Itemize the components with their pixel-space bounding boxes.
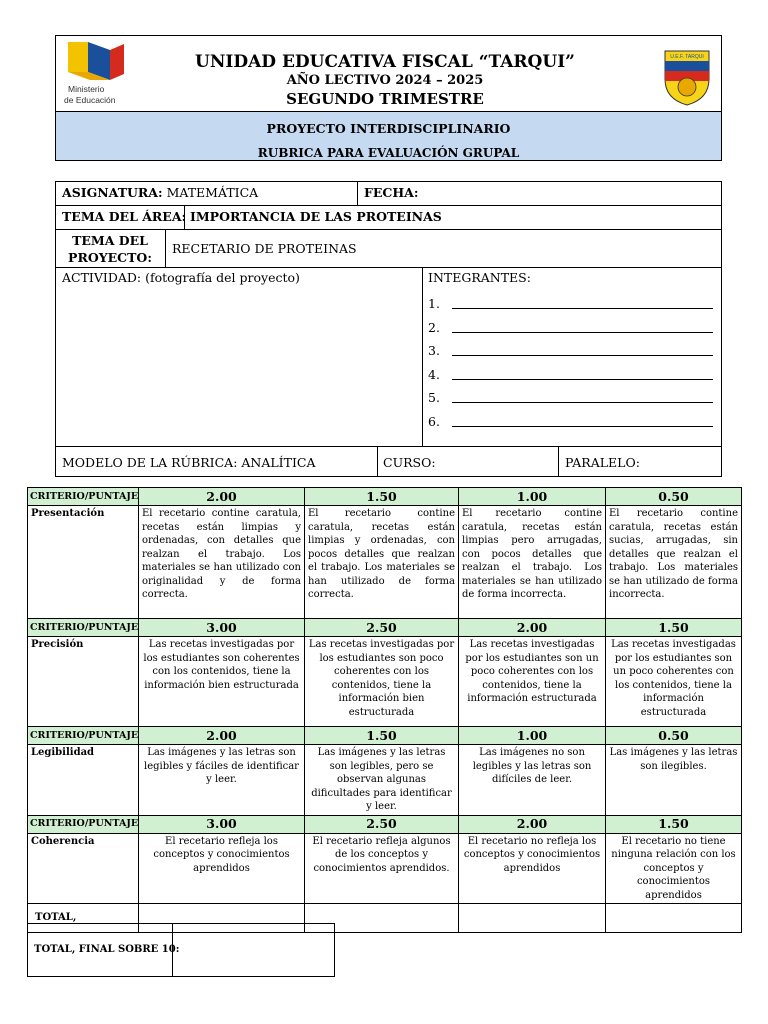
criteria-header-row [28, 488, 742, 506]
description-cell: Las recetas investigadas por los estudiantes son coherentes con los contenidos, tiene la información bien estructurada [139, 637, 305, 727]
integrante-row[interactable]: 2. [428, 317, 713, 341]
description-cell: Las recetas investigadas por los estudiantes son un poco coherentes con los contenidos, tiene la información estructurada [459, 637, 606, 727]
criterio-puntaje-label: CRITERIO/PUNTAJE [28, 619, 139, 637]
score-cell: 1.00 [459, 727, 606, 745]
ministry-line1: Ministerio [68, 84, 105, 94]
paralelo-label: PARALELO: [565, 455, 640, 470]
score-cell: 1.50 [606, 815, 742, 833]
score-cell: 3.00 [139, 815, 305, 833]
criterion-row [28, 745, 742, 816]
score-cell: 2.50 [305, 619, 459, 637]
criterion-row [28, 833, 742, 904]
score-cell: 1.50 [606, 619, 742, 637]
description-cell: El recetario no tiene ninguna relación con los conceptos y conocimientos aprendidos [606, 833, 742, 904]
criterio-puntaje-label: CRITERIO/PUNTAJE [28, 727, 139, 745]
score-cell: 3.00 [139, 619, 305, 637]
description-cell: Las recetas investigadas por los estudiantes son poco coherentes con los contenidos, tiene la información bien estructurada [305, 637, 459, 727]
description-cell: Las imágenes y las letras son legibles y fáciles de identificar y leer. [139, 745, 305, 816]
score-cell: 1.50 [305, 488, 459, 506]
description-cell: El recetario contine caratula, recetas están limpias y ordenadas, con detalles que realzan el trabajo. Los materiales se han utilizado con originalidad y de forma correcta. [139, 506, 305, 619]
criteria-header-row [28, 619, 742, 637]
school-year: AÑO LECTIVO 2024 – 2025 [286, 73, 484, 88]
asignatura-field [62, 185, 258, 200]
tema-area-label: TEMA DEL ÁREA: [62, 209, 187, 224]
tema-proyecto-value: RECETARIO DE PROTEINAS [172, 241, 357, 256]
description-cell: Las imágenes no son legibles y las letras son difíciles de leer. [459, 745, 606, 816]
crest-text: U.E.F. TARQUI [670, 54, 704, 60]
integrantes-list [428, 293, 713, 434]
rubric-title: RUBRICA PARA EVALUACIÓN GRUPAL [257, 146, 520, 160]
score-cell: 1.50 [305, 727, 459, 745]
criterion-row [28, 506, 742, 619]
description-cell: Las imágenes y las letras son ilegibles. [606, 745, 742, 816]
actividad-label: ACTIVIDAD: (fotografía del proyecto) [62, 270, 300, 285]
description-cell: Las imágenes y las letras son legibles, pero se observan algunas dificultades para identificar y leer. [305, 745, 459, 816]
integrante-row[interactable]: 1. [428, 293, 713, 317]
curso-label: CURSO: [383, 455, 436, 470]
description-cell: El recetario refleja los conceptos y conocimientos aprendidos [139, 833, 305, 904]
rubric-table [27, 487, 742, 933]
fecha-label: FECHA: [364, 185, 419, 200]
integrante-row[interactable]: 3. [428, 340, 713, 364]
criterion-label: Presentación [28, 506, 139, 619]
description-cell: El recetario no refleja los conceptos y conocimientos aprendidos [459, 833, 606, 904]
score-cell: 2.00 [459, 815, 606, 833]
description-cell: Las recetas investigadas por los estudiantes son un poco coherentes con los contenidos, tiene la información estructurada [606, 637, 742, 727]
integrante-row[interactable]: 4. [428, 364, 713, 388]
total-cell[interactable] [606, 904, 742, 933]
ministerio-educacion-logo [62, 40, 132, 106]
description-cell: El recetario refleja algunos de los conceptos y conocimientos aprendidos. [305, 833, 459, 904]
criterion-row [28, 637, 742, 727]
criterio-puntaje-label: CRITERIO/PUNTAJE [28, 815, 139, 833]
term-title: SEGUNDO TRIMESTRE [286, 90, 484, 108]
project-title: PROYECTO INTERDISCIPLINARIO [266, 121, 511, 136]
criteria-header-row [28, 727, 742, 745]
description-cell: El recetario contine caratula, recetas están limpias pero arrugadas, con pocos detalles que realzan el trabajo. Los materiales se han utilizado de forma incorrecta. [459, 506, 606, 619]
integrante-row[interactable]: 5. [428, 387, 713, 411]
asignatura-label: ASIGNATURA: [62, 185, 163, 200]
tema-proyecto-label: TEMA DEL PROYECTO: [68, 233, 152, 265]
integrante-row[interactable]: 6. [428, 411, 713, 435]
final-total-label: TOTAL, FINAL SOBRE 10: [34, 944, 180, 955]
criterion-label: Legibilidad [28, 745, 139, 816]
criteria-header-row [28, 815, 742, 833]
ministry-line2: de Educación [64, 95, 116, 105]
school-crest-icon [663, 49, 711, 107]
criterio-puntaje-label: CRITERIO/PUNTAJE [28, 488, 139, 506]
score-cell: 0.50 [606, 727, 742, 745]
score-cell: 1.00 [459, 488, 606, 506]
modelo-rubrica: MODELO DE LA RÚBRICA: ANALÍTICA [62, 455, 316, 470]
integrantes-label: INTEGRANTES: [428, 270, 531, 285]
description-cell: El recetario contine caratula, recetas están sucias, arrugadas, sin detalles que realzan el trabajo. Los materiales se han utilizado de forma incorrecta. [606, 506, 742, 619]
tema-area-value: IMPORTANCIA DE LAS PROTEINAS [190, 209, 442, 224]
score-cell: 2.00 [139, 727, 305, 745]
criterion-label: Precisión [28, 637, 139, 727]
asignatura-value: MATEMÁTICA [166, 185, 259, 200]
score-cell: 2.50 [305, 815, 459, 833]
score-cell: 2.00 [139, 488, 305, 506]
total-cell[interactable] [459, 904, 606, 933]
school-name: UNIDAD EDUCATIVA FISCAL “TARQUI” [195, 52, 575, 72]
score-cell: 0.50 [606, 488, 742, 506]
description-cell: El recetario contine caratula, recetas están limpias y ordenadas, con pocos detalles que realzan el trabajo. Los materiales se han utilizado de forma correcta. [305, 506, 459, 619]
score-cell: 2.00 [459, 619, 606, 637]
criterion-label: Coherencia [28, 833, 139, 904]
total-label: TOTAL, [28, 904, 139, 933]
